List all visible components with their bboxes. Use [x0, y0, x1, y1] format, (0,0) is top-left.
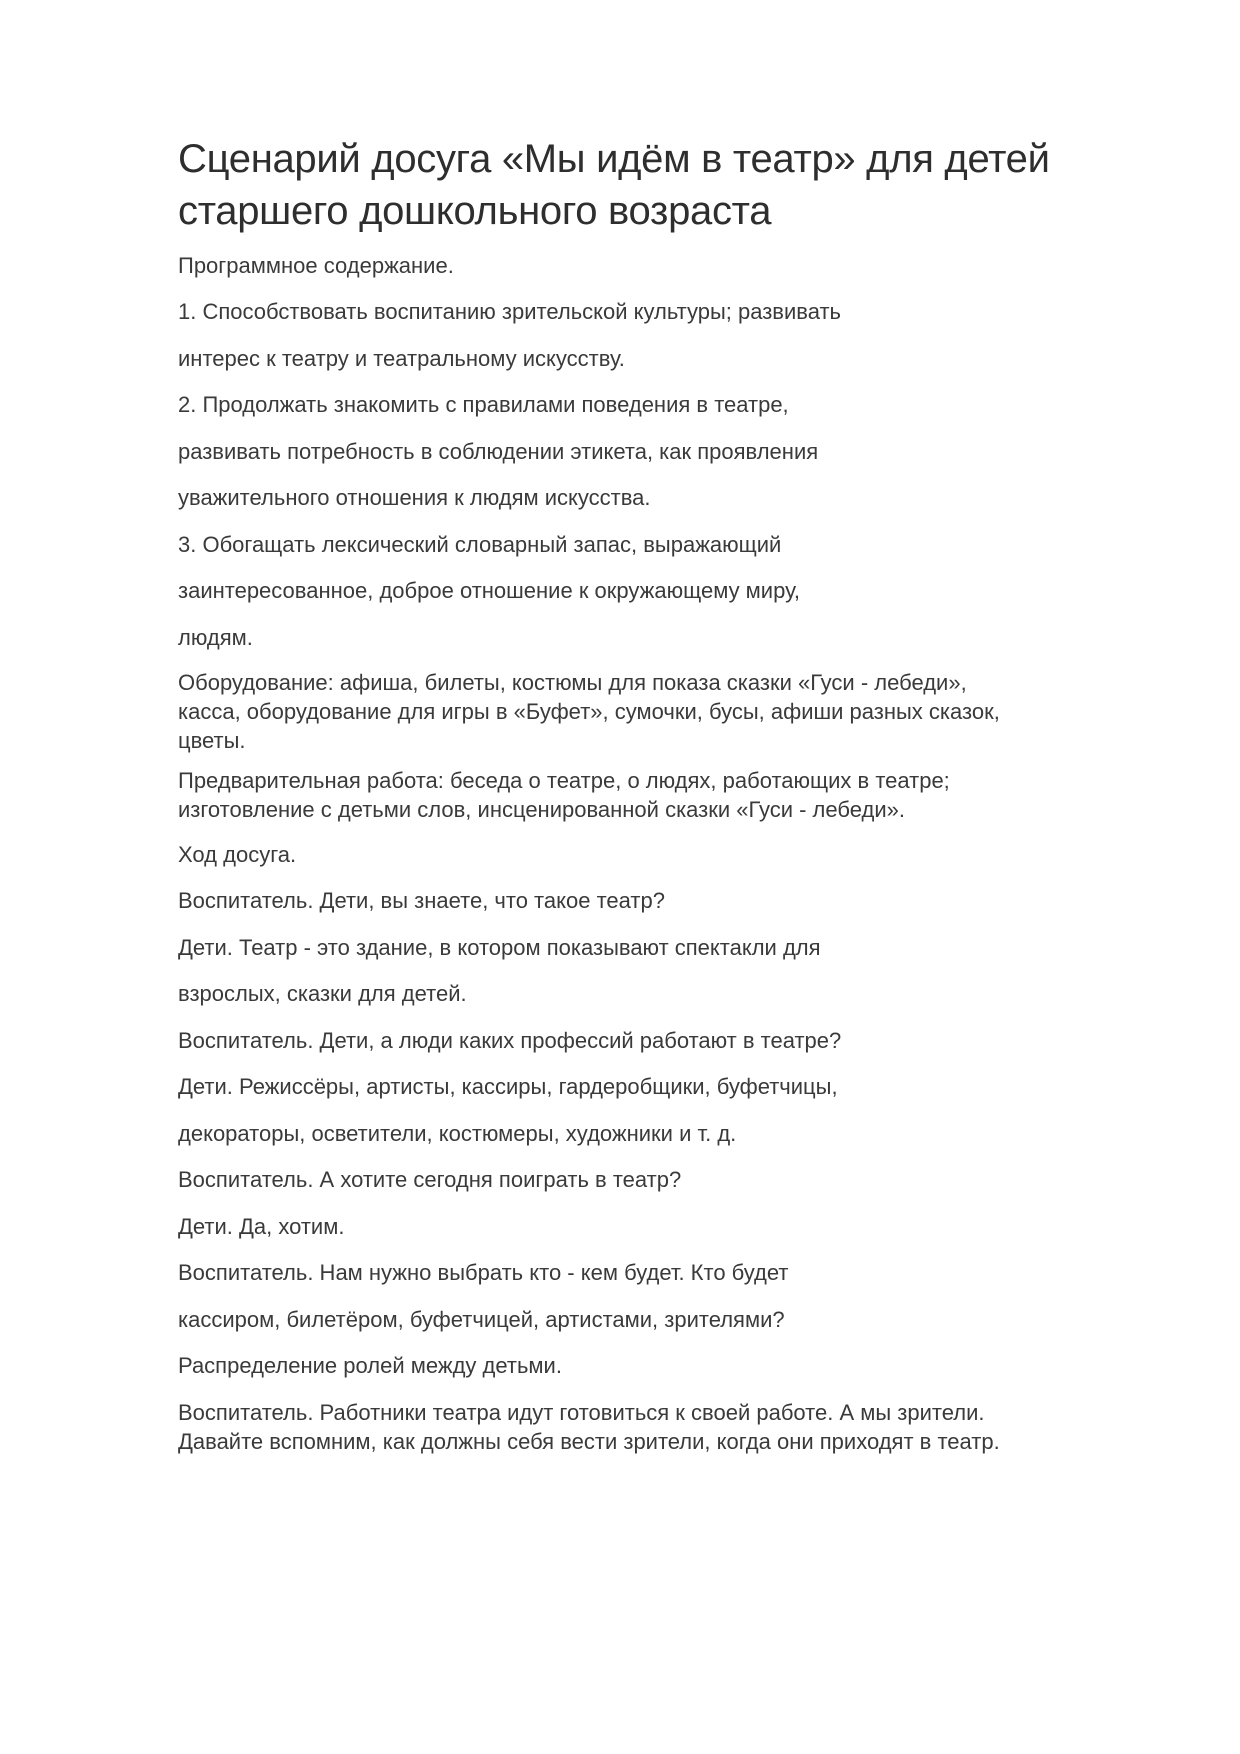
title-line-1: Сценарий досуга «Мы идём в театр» для детей: [178, 137, 1050, 181]
dialogue-line: Воспитатель. Нам нужно выбрать кто - кем будет. Кто будет: [178, 1260, 789, 1285]
text-line: Предварительная работа: беседа о театре, о людях, работающих в театре;: [178, 768, 950, 793]
dialogue-line: Воспитатель. Дети, а люди каких профессий работают в театре?: [178, 1028, 842, 1053]
title-line-2: старшего дошкольного возраста: [178, 189, 772, 233]
section-heading-course: Ход досуга.: [178, 842, 297, 867]
text-line: 3. Обогащать лексический словарный запас, выражающий: [178, 532, 782, 557]
text-line: цветы.: [178, 728, 246, 753]
document-title: [178, 133, 1188, 237]
dialogue-line: Воспитатель. Дети, вы знаете, что такое театр?: [178, 888, 665, 913]
text-line: Воспитатель. Работники театра идут готовиться к своей работе. А мы зрители.: [178, 1400, 985, 1425]
text-line: интерес к театру и театральному искусству.: [178, 346, 625, 371]
preparation-paragraph: [178, 766, 1138, 824]
dialogue-line: взрослых, сказки для детей.: [178, 981, 467, 1006]
equipment-paragraph: [178, 668, 1138, 755]
text-line: Давайте вспомним, как должны себя вести зрители, когда они приходят в театр.: [178, 1429, 1000, 1454]
dialogue-line: декораторы, осветители, костюмеры, художники и т. д.: [178, 1121, 737, 1146]
text-line: 1. Способствовать воспитанию зрительской культуры; развивать: [178, 299, 842, 324]
text-line: уважительного отношения к людям искусства.: [178, 485, 651, 510]
dialogue-line: Распределение ролей между детьми.: [178, 1353, 562, 1378]
text-line: изготовление с детьми слов, инсценированной сказки «Гуси - лебеди».: [178, 797, 905, 822]
final-paragraph: [178, 1398, 1138, 1456]
text-line: касса, оборудование для игры в «Буфет», сумочки, бусы, афиши разных сказок,: [178, 699, 1000, 724]
dialogue-line: кассиром, билетёром, буфетчицей, артистами, зрителями?: [178, 1307, 785, 1332]
text-line: Оборудование: афиша, билеты, костюмы для показа сказки «Гуси - лебеди»,: [178, 670, 967, 695]
dialogue-line: Воспитатель. А хотите сегодня поиграть в театр?: [178, 1167, 682, 1192]
text-line: людям.: [178, 625, 253, 650]
text-line: 2. Продолжать знакомить с правилами поведения в театре,: [178, 392, 789, 417]
section-heading-program: Программное содержание.: [178, 253, 454, 278]
dialogue-line: Дети. Театр - это здание, в котором показывают спектакли для: [178, 935, 821, 960]
text-line: заинтересованное, доброе отношение к окружающему миру,: [178, 578, 800, 603]
text-line: развивать потребность в соблюдении этикета, как проявления: [178, 439, 819, 464]
dialogue-line: Дети. Режиссёры, артисты, кассиры, гардеробщики, буфетчицы,: [178, 1074, 838, 1099]
dialogue-line: Дети. Да, хотим.: [178, 1214, 345, 1239]
